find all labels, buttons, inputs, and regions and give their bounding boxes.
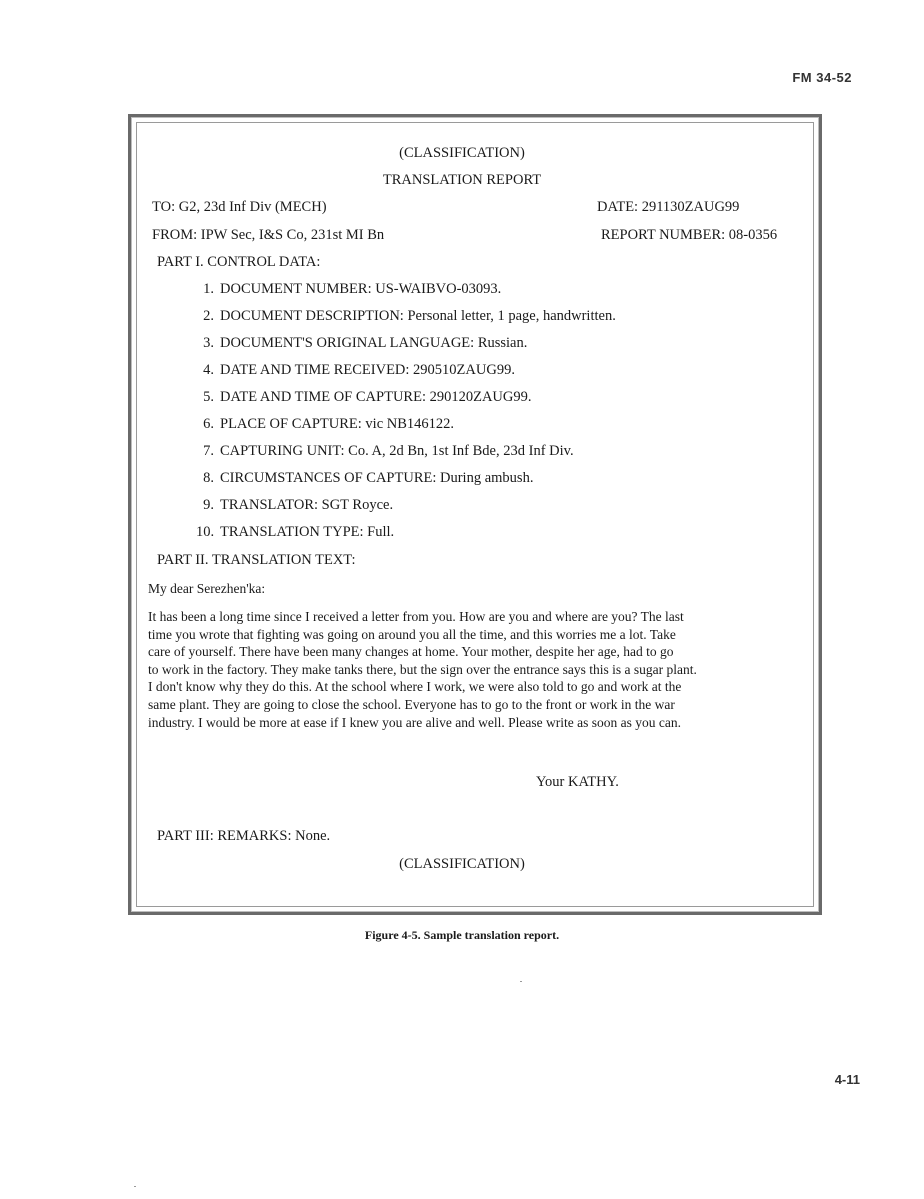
control-item-number: 3.: [203, 335, 214, 351]
scan-speck: [520, 981, 522, 982]
control-item: [196, 388, 532, 406]
classification-bottom: (CLASSIFICATION): [399, 856, 525, 872]
letter-line: care of yourself. There have been many changes at home. Your mother, despite her age, had to go: [148, 644, 674, 660]
salutation: My dear Serezhen'ka:: [148, 581, 266, 596]
manual-id: FM 34-52: [792, 70, 852, 85]
date-line: DATE: 291130ZAUG99: [597, 199, 740, 215]
control-item-number: 9.: [203, 497, 214, 513]
part1-heading: PART I. CONTROL DATA:: [157, 254, 321, 270]
control-item: [196, 361, 515, 379]
control-item-number: 1.: [203, 281, 214, 297]
control-item-number: 5.: [203, 389, 214, 405]
letter-line: to work in the factory. They make tanks there, but the sign over the entrance says this is a sugar plant.: [148, 661, 697, 677]
control-item: [196, 280, 501, 298]
control-item-text: DATE AND TIME OF CAPTURE: 290120ZAUG99.: [220, 389, 532, 405]
letter-body: [148, 608, 812, 731]
part3-remarks: PART III: REMARKS: None.: [157, 828, 331, 844]
classification-top: (CLASSIFICATION): [399, 145, 525, 161]
control-item: [196, 334, 527, 352]
report-number-line: REPORT NUMBER: 08-0356: [601, 227, 778, 243]
control-item-number: 7.: [203, 443, 214, 459]
letter-line: same plant. They are going to close the school. Everyone has to go to the front or work in the war: [148, 696, 675, 712]
control-item-text: CIRCUMSTANCES OF CAPTURE: During ambush.: [220, 470, 534, 486]
from-line: FROM: IPW Sec, I&S Co, 231st MI Bn: [152, 227, 385, 243]
control-item-number: 2.: [203, 308, 214, 324]
control-item: [196, 496, 393, 514]
control-item: [196, 307, 616, 325]
letter-line: It has been a long time since I received a letter from you. How are you and where are you? The last: [148, 609, 684, 624]
control-item-number: 10.: [196, 524, 215, 540]
figure-caption: Figure 4-5. Sample translation report.: [364, 928, 560, 942]
control-item: [196, 415, 454, 433]
page-number: 4-11: [834, 1072, 860, 1087]
control-item-text: DOCUMENT'S ORIGINAL LANGUAGE: Russian.: [220, 335, 528, 351]
report-title: TRANSLATION REPORT: [382, 172, 542, 188]
letter-line: I don't know why they do this. At the school where I work, we were also told to go and work at the: [148, 679, 682, 695]
control-item-number: 8.: [203, 470, 214, 486]
scan-speck: [134, 1186, 136, 1187]
control-item-number: 6.: [203, 416, 214, 432]
control-item-text: PLACE OF CAPTURE: vic NB146122.: [220, 416, 455, 432]
letter-line: time you wrote that fighting was going on around you all the time, and this worries me a lot. Take: [148, 626, 676, 642]
control-item-text: TRANSLATOR: SGT Royce.: [220, 497, 394, 513]
control-item-text: DOCUMENT DESCRIPTION: Personal letter, 1 page, handwritten.: [220, 308, 616, 324]
signature: Your KATHY.: [536, 774, 619, 790]
letter-line: industry. I would be more at ease if I knew you are alive and well. Please write as soon as you can.: [148, 714, 681, 730]
to-line: TO: G2, 23d Inf Div (MECH): [152, 199, 327, 215]
control-item-text: DATE AND TIME RECEIVED: 290510ZAUG99.: [220, 362, 515, 378]
control-item-text: TRANSLATION TYPE: Full.: [220, 524, 395, 540]
part2-heading: PART II. TRANSLATION TEXT:: [157, 552, 356, 568]
control-item: [196, 523, 394, 541]
control-item-text: DOCUMENT NUMBER: US-WAIBVO-03093.: [220, 281, 502, 297]
control-item-number: 4.: [203, 362, 214, 378]
control-item-text: CAPTURING UNIT: Co. A, 2d Bn, 1st Inf Bde, 23d Inf Div.: [220, 443, 574, 459]
control-item: [196, 442, 574, 460]
control-item: [196, 469, 533, 487]
